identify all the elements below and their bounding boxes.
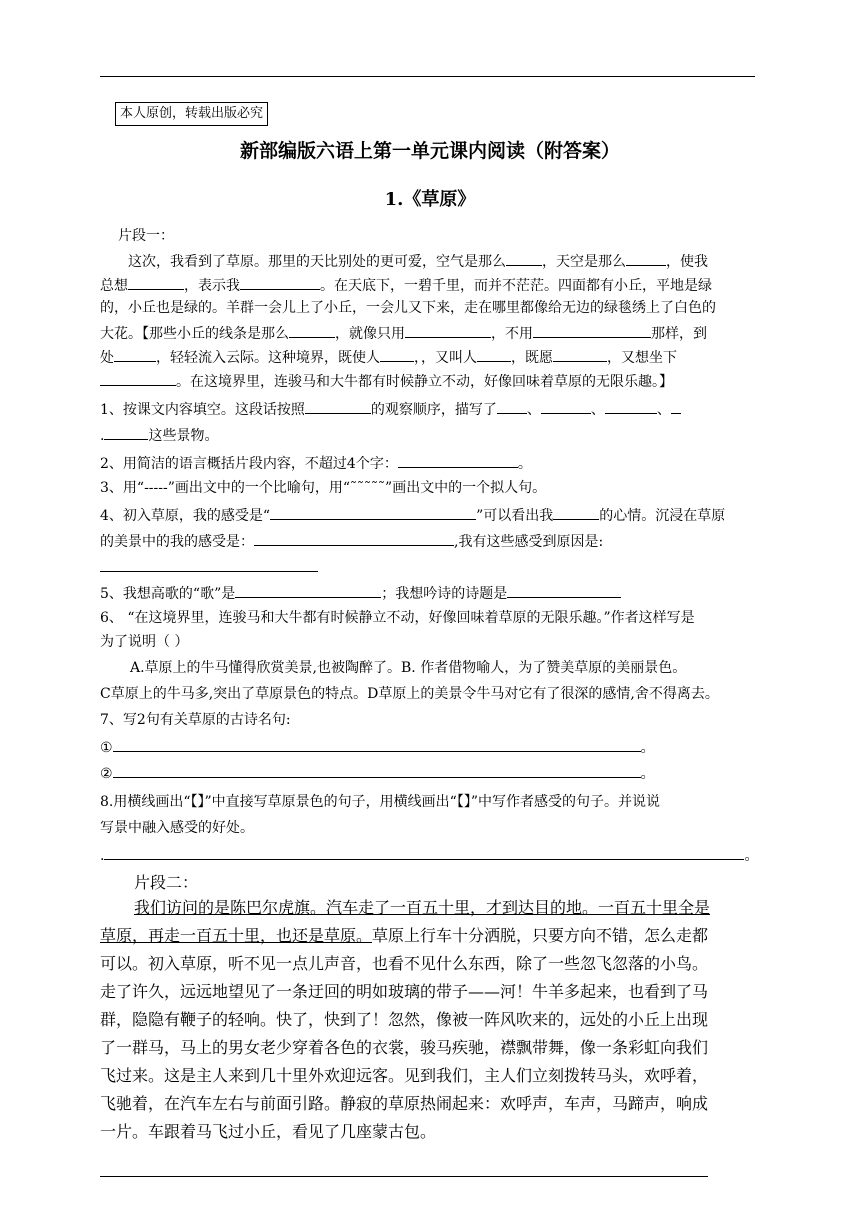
blank[interactable]	[114, 346, 156, 362]
passage2-line4: 走了许久，远远地望见了一条迂回的明如玻璃的带子——河！牛羊多起来，也看到了马	[100, 982, 709, 1001]
blank[interactable]	[128, 274, 184, 290]
blank[interactable]	[305, 398, 371, 414]
blank[interactable]	[605, 398, 657, 414]
blank[interactable]	[113, 736, 641, 752]
passage2-line3: 可以。初入草原，听不见一点儿声音，也看不见什么东西，除了一些忽飞忽落的小鸟。	[100, 954, 709, 973]
question-3: 3、用“-----”画出文中的一个比喻句，用“˜˜˜˜˜”画出文中的一个拟人句。	[100, 480, 547, 496]
blank[interactable]	[398, 452, 518, 468]
blank[interactable]	[380, 346, 414, 362]
blank[interactable]	[104, 424, 148, 440]
passage2-line7: 飞过来。这是主人来到几十里外欢迎远客。见到我们，主人们立刻拨转马头，欢呼着，	[100, 1066, 709, 1085]
question-8-cont: 写景中融入感受的好处。	[100, 820, 254, 836]
question-1: 1、按课文内容填空。这段话按照 的观察顺序，描写了 、 、 、	[100, 398, 765, 420]
blank[interactable]	[553, 504, 599, 520]
passage2-line8: 飞驰着，在汽车左右与前面引路。静寂的草原热闹起来：欢呼声，车声，马蹄声，响成	[100, 1094, 709, 1113]
question-7-answer-2: ② 。	[100, 762, 765, 784]
passage2-heading: 片段二：	[134, 873, 199, 892]
blank[interactable]	[405, 322, 491, 338]
header-rule	[100, 76, 755, 77]
question-2: 2、用简洁的语言概括片段内容，不超过4个字： 。	[100, 452, 765, 474]
passage2-line5: 群，隐隐有鞭子的轻响。快了，快到了！忽然，像被一阵风吹来的，远处的小丘上出现	[100, 1010, 709, 1029]
passage1-line2: 总想 ，表示我 。在天底下，一碧千里，而并不茫茫。四面都有小丘，平地是绿	[100, 274, 765, 296]
blank[interactable]	[626, 250, 666, 266]
question-7-answer-1: ① 。	[100, 736, 765, 758]
passage1-line4: 大花。【那些小丘的线条是那么 ，就像只用 ，不用 那样，到	[100, 322, 765, 344]
blank[interactable]	[240, 274, 320, 290]
blank[interactable]	[235, 582, 381, 598]
question-4: 4、初入草原，我的感受是“ ”可以看出我 的心情。沉浸在草原	[100, 504, 765, 526]
blank[interactable]	[507, 582, 621, 598]
blank[interactable]	[497, 398, 527, 414]
passage2-line2: 草原，再走一百五十里，也还是草原。草原上行车十分洒脱，只要方向不错，怎么走都	[100, 926, 709, 945]
passage2-line6: 了一群马，马上的男女老少穿着各色的衣裳，骏马疾驰，襟飘带舞，像一条彩虹向我们	[100, 1038, 709, 1057]
question-6-option-cd: C草原上的牛马多,突出了草原景色的特点。D草原上的美景令牛马对它有了很深的感情,舍不得离去。	[100, 686, 719, 702]
passage2-line9: 一片。车跟着马飞过小丘，看见了几座蒙古包。	[100, 1122, 437, 1141]
blank[interactable]	[104, 844, 744, 860]
copyright-stamp: 本人原创，转载出版必究	[115, 102, 268, 126]
blank[interactable]	[113, 762, 641, 778]
passage1-line1: 这次，我看到了草原。那里的天比别处的更可爱，空气是那么 ，天空是那么 ，使我	[128, 250, 793, 272]
blank[interactable]	[553, 346, 607, 362]
lesson-title: 1.《草原》	[384, 189, 476, 210]
underlined-sentence: 我们访问的是陈巴尔虎旗。汽车走了一百五十里，才到达目的地。一百五十里全是	[134, 898, 711, 917]
question-7: 7、写2句有关草原的古诗名句:	[100, 712, 291, 728]
blank[interactable]	[671, 398, 681, 414]
passage1-line3: 的，小丘也是绿的。羊群一会儿上了小丘，一会儿又下来，走在哪里都像给无边的绿毯绣上了白色的	[100, 300, 716, 316]
question-8-answer: . 。	[100, 844, 765, 866]
blank[interactable]	[254, 530, 454, 546]
question-6: 6、 “在这境界里，连骏马和大牛都有时候静立不动，好像回味着草原的无限乐趣。”作者这样写是	[100, 610, 695, 626]
passage2-line1	[134, 897, 799, 919]
underlined-sentence: 草原，再走一百五十里，也还是草原。	[100, 926, 373, 945]
blank[interactable]	[541, 398, 591, 414]
blank[interactable]	[289, 322, 335, 338]
question-8: 8.用横线画出“【】”中直接写草原景色的句子，用横线画出“【】”中写作者感受的句子。并说说	[100, 794, 660, 810]
question-4-cont: 的美景中的我的感受是： ,我有这些感受到原因是:	[100, 530, 765, 552]
blank[interactable]	[100, 556, 318, 572]
question-6-option-ab: A.草原上的牛马懂得欣赏美景,也被陶醉了。B. 作者借物喻人，为了赞美草原的美丽景色。	[130, 660, 687, 676]
blank[interactable]	[533, 322, 651, 338]
footer-rule	[100, 1176, 708, 1177]
blank[interactable]	[100, 370, 176, 386]
blank[interactable]	[270, 504, 476, 520]
question-1-cont: . 这些景物。	[100, 424, 765, 446]
page-title: 新部编版六语上第一单元课内阅读（附答案）	[239, 140, 620, 162]
question-5: 5、我想高歌的“歌”是 ；我想吟诗的诗题是	[100, 582, 765, 604]
passage1-heading: 片段一：	[118, 228, 174, 244]
blank[interactable]	[506, 250, 542, 266]
question-6-cont: 为了说明（ ）	[100, 634, 189, 650]
passage1-line6: 。在这境界里，连骏马和大牛都有时候静立不动，好像回味着草原的无限乐趣。】	[100, 370, 765, 392]
question-4-answer-line	[100, 556, 765, 578]
passage1-line5: 处 ，轻轻流入云际。这种境界，既使人 ，，又叫人 ，既愿 ，又想坐下	[100, 346, 765, 368]
blank[interactable]	[477, 346, 511, 362]
